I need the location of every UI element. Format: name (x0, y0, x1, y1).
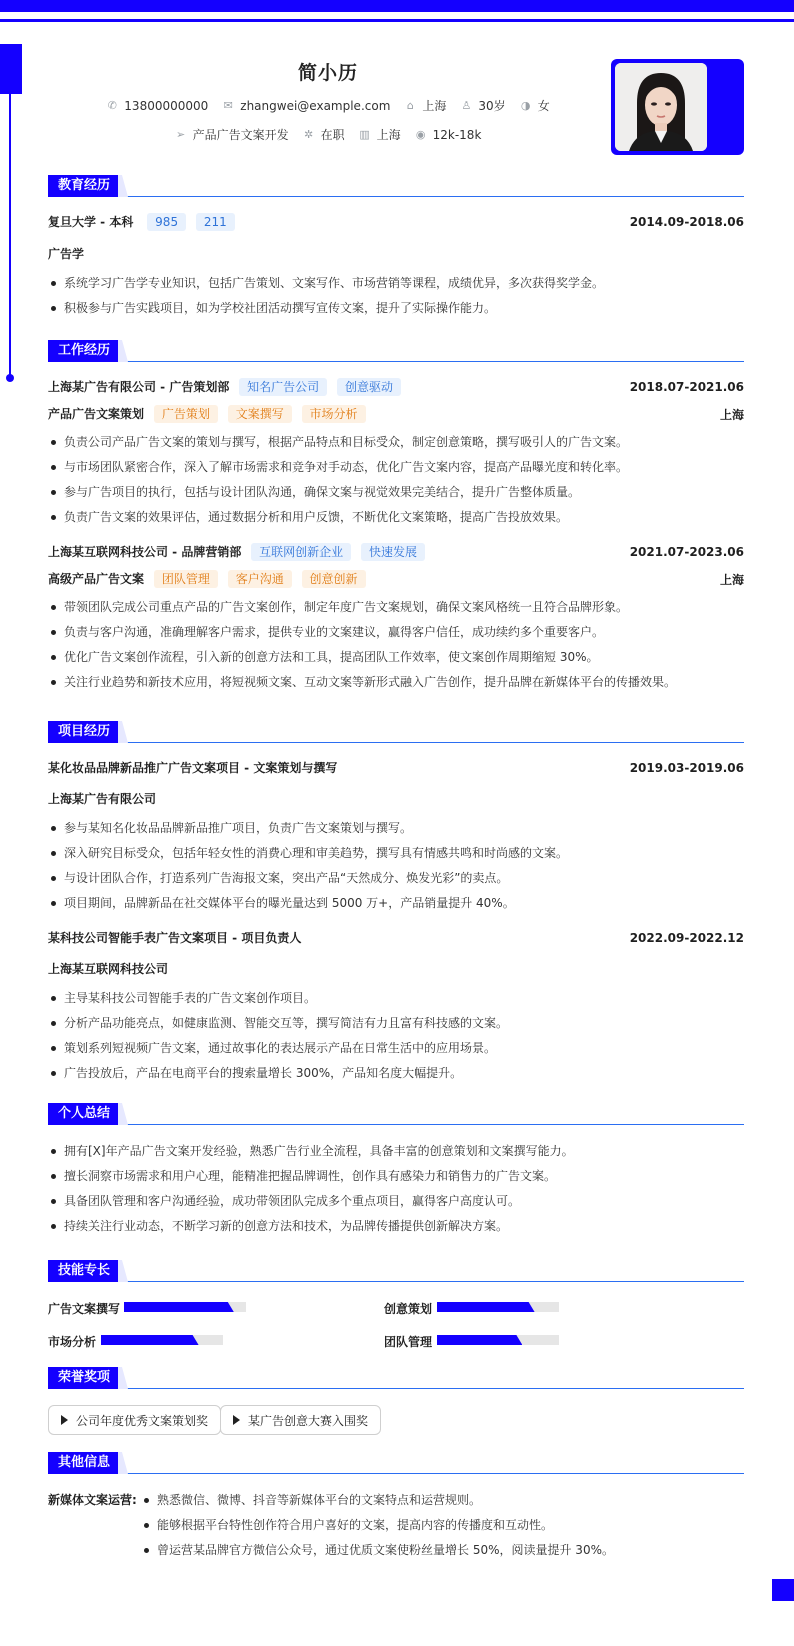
skill-item (384, 1300, 432, 1317)
play-icon (61, 1415, 68, 1425)
skill-bar (437, 1335, 559, 1345)
job-row (48, 378, 744, 396)
award-label: 某广告创意大赛入围奖 (248, 1413, 369, 1428)
project-bullets (48, 821, 744, 910)
list-item: 优化广告文案创作流程，引入新的创意方法和工具，提高团队工作效率，使文案创作周期缩短 30%。 (48, 650, 744, 664)
position-tag: 客户沟通 (228, 570, 292, 588)
award-item (48, 1405, 221, 1435)
education-section (48, 175, 744, 315)
project-org: 上海某广告有限公司 (48, 792, 157, 806)
position-tag: 创意创新 (302, 570, 366, 588)
salary-icon: ◉ (415, 127, 426, 141)
skill-name: 团队管理 (384, 1335, 433, 1349)
contact-row-2 (48, 126, 608, 143)
job-date: 2021.07-2023.06 (629, 545, 744, 559)
gender-text: 女 (537, 99, 550, 113)
list-item: 负责广告文案的效果评估，通过数据分析和用户反馈，不断优化文案策略，提高广告投放效果。 (48, 510, 744, 524)
list-item: 系统学习广告学专业知识，包括广告策划、文案写作、市场营销等课程，成绩优异，多次获得奖学金。 (48, 276, 744, 290)
gender-icon: ◑ (520, 98, 531, 112)
job-row (48, 543, 744, 561)
award-label: 公司年度优秀文案策划奖 (76, 1413, 209, 1428)
list-item: 与市场团队紧密合作，深入了解市场需求和竞争对手动态，优化广告文案内容，提高产品曝光度和转化率。 (48, 460, 744, 474)
skill-bar-fill (437, 1335, 522, 1345)
list-item: 关注行业趋势和新技术应用，将短视频文案、互动文案等新形式融入广告创作，提升品牌在新媒体平台的传播效果。 (48, 675, 744, 689)
section-title: 其他信息 (48, 1452, 120, 1474)
position-name: 高级产品广告文案 (48, 572, 145, 586)
list-item: 积极参与广告实践项目，如为学校社团活动撰写宣传文案，提升了实际操作能力。 (48, 301, 744, 315)
list-item: 深入研究目标受众，包括年轻女性的消费心理和审美趋势，撰写具有情感共鸣和时尚感的文案。 (48, 846, 744, 860)
education-header (48, 175, 744, 197)
section-title: 技能专长 (48, 1260, 120, 1282)
portrait-illustration (615, 63, 707, 151)
left-accent-line (9, 94, 11, 378)
right-accent-block (772, 1579, 794, 1601)
left-accent-dot (6, 374, 14, 382)
list-item: 广告投放后，产品在电商平台的搜索量增长 300%，产品知名度大幅提升。 (48, 1066, 744, 1080)
summary-section (48, 1103, 744, 1233)
list-item: 能够根据平台特性创作符合用户喜好的文案，提高内容的传播度和互动性。 (141, 1518, 614, 1532)
skill-bar-fill (437, 1302, 535, 1312)
left-accent-block (0, 44, 22, 94)
summary-bullets (48, 1144, 744, 1233)
school-tag: 985 (147, 213, 186, 231)
skill-bar (437, 1302, 559, 1312)
other-label: 新媒体文案运营: (48, 1493, 137, 1507)
company-name: 上海某广告有限公司 - 广告策划部 (48, 380, 230, 394)
other-bullets (141, 1493, 614, 1557)
section-title: 教育经历 (48, 175, 120, 197)
phone-icon: ✆ (107, 98, 117, 112)
position-line (48, 570, 366, 588)
job-date: 2018.07-2021.06 (629, 380, 744, 394)
awards-header (48, 1367, 744, 1389)
section-title: 荣誉奖项 (48, 1367, 120, 1389)
awards-list (48, 1405, 744, 1437)
skills-header (48, 1260, 744, 1282)
age-info (460, 97, 505, 114)
target-city-info (359, 126, 401, 143)
section-title-tail (118, 1452, 128, 1474)
list-item: 项目期间，品牌新品在社交媒体平台的曝光量达到 5000 万+，产品销量提升 40%。 (48, 896, 744, 910)
skill-bar-fill (101, 1335, 199, 1345)
awards-section (48, 1367, 744, 1447)
send-icon: ➢ (175, 127, 186, 141)
skill-name: 市场分析 (48, 1335, 97, 1349)
job-bullets (48, 435, 744, 524)
top-accent-line (0, 19, 794, 22)
mail-icon: ✉ (223, 98, 233, 112)
major: 广告学 (48, 247, 85, 261)
section-title-tail (118, 1260, 128, 1282)
list-item: 分析产品功能亮点，如健康监测、智能交互等，撰写简洁有力且富有科技感的文案。 (48, 1016, 744, 1030)
school-tag: 211 (196, 213, 235, 231)
work-section (48, 340, 744, 689)
project-row (48, 929, 744, 946)
play-icon (233, 1415, 240, 1425)
skill-bar (124, 1302, 246, 1312)
skill-name: 创意策划 (384, 1302, 433, 1316)
list-item: 参与某知名化妆品品牌新品推广项目，负责广告文案策划与撰写。 (48, 821, 744, 835)
building-icon: ▥ (359, 127, 370, 141)
section-title: 工作经历 (48, 340, 120, 362)
top-accent-bar (0, 0, 794, 12)
projects-header (48, 721, 744, 743)
job-city: 上海 (719, 572, 744, 587)
phone-text: 13800000000 (124, 98, 209, 113)
section-title-tail (118, 340, 128, 362)
company-tag: 快速发展 (361, 543, 425, 561)
skill-item (48, 1300, 120, 1317)
status-info (303, 126, 345, 143)
status-icon: ✲ (303, 127, 314, 141)
work-header (48, 340, 744, 362)
home-icon: ⌂ (406, 98, 414, 112)
job-city: 上海 (719, 407, 744, 422)
photo-frame (611, 59, 744, 155)
company-line (48, 378, 401, 396)
summary-header (48, 1103, 744, 1125)
location-info (404, 97, 446, 114)
position-tag: 团队管理 (154, 570, 218, 588)
list-item: 参与广告项目的执行，包括与设计团队沟通，确保文案与视觉效果完美结合，提升广告整体质量。 (48, 485, 744, 499)
company-line (48, 543, 425, 561)
other-info-row (48, 1493, 744, 1557)
education-bullets (48, 276, 744, 315)
age-icon: ♙ (461, 98, 472, 112)
contact-row-1 (48, 97, 608, 114)
list-item: 负责与客户沟通，准确理解客户需求，提供专业的文案建议，赢得客户信任，成功续约多个重要客户。 (48, 625, 744, 639)
list-item: 擅长洞察市场需求和用户心理，能精准把握品牌调性，创作具有感染力和销售力的广告文案。 (48, 1169, 744, 1183)
section-title: 个人总结 (48, 1103, 120, 1125)
list-item: 主导某科技公司智能手表的广告文案创作项目。 (48, 991, 744, 1005)
salary-text: 12k-18k (432, 127, 482, 142)
award-item (220, 1405, 381, 1435)
school-name: 复旦大学 - 本科 (48, 215, 134, 229)
company-tag: 互联网创新企业 (251, 543, 351, 561)
skill-bar-fill (124, 1302, 234, 1312)
position-tag: 市场分析 (302, 405, 366, 423)
skill-item (384, 1333, 432, 1350)
email-text: zhangwei@example.com (240, 98, 391, 113)
projects-section (48, 721, 744, 1080)
list-item: 策划系列短视频广告文案，通过故事化的表达展示产品在日常生活中的应用场景。 (48, 1041, 744, 1055)
skills-section (48, 1260, 744, 1360)
section-title-tail (118, 1367, 128, 1389)
status-text: 在职 (320, 128, 345, 142)
position-row (48, 570, 744, 588)
position-line (48, 405, 366, 423)
position-tag: 文案撰写 (228, 405, 292, 423)
project-row (48, 759, 744, 776)
list-item: 熟悉微信、微博、抖音等新媒体平台的文案特点和运营规则。 (141, 1493, 614, 1507)
list-item: 持续关注行业动态，不断学习新的创意方法和技术，为品牌传播提供创新解决方案。 (48, 1219, 744, 1233)
phone-info (106, 99, 208, 113)
list-item: 拥有[X]年产品广告文案开发经验，熟悉广告行业全流程，具备丰富的创意策划和文案撰写能力。 (48, 1144, 744, 1158)
job-bullets (48, 600, 744, 689)
list-item: 曾运营某品牌官方微信公众号，通过优质文案使粉丝量增长 50%，阅读量提升 30%。 (141, 1543, 614, 1557)
education-row (48, 213, 744, 231)
gender-info (520, 97, 550, 114)
location-text: 上海 (422, 99, 447, 113)
position-row (48, 405, 744, 423)
list-item: 与设计团队合作，打造系列广告海报文案，突出产品“天然成分、焕发光彩”的卖点。 (48, 871, 744, 885)
skill-item (48, 1333, 96, 1350)
resume-header (48, 58, 608, 143)
salary-info (415, 128, 482, 142)
list-item: 带领团队完成公司重点产品的广告文案创作，制定年度广告文案规划，确保文案风格统一且符合品牌形象。 (48, 600, 744, 614)
company-tag: 创意驱动 (337, 378, 401, 396)
other-section (48, 1452, 744, 1557)
section-title-tail (118, 721, 128, 743)
project-org: 上海某互联网科技公司 (48, 962, 169, 976)
section-title-tail (118, 1103, 128, 1125)
target-city-text: 上海 (376, 128, 401, 142)
project-date: 2022.09-2022.12 (629, 930, 744, 945)
project-bullets (48, 991, 744, 1080)
position-tag: 广告策划 (154, 405, 218, 423)
education-date: 2014.09-2018.06 (629, 215, 744, 229)
company-tag: 知名广告公司 (239, 378, 327, 396)
candidate-name: 简小历 (297, 62, 358, 84)
project-name: 某科技公司智能手表广告文案项目 - 项目负责人 (48, 931, 302, 945)
project-name: 某化妆品品牌新品推广广告文案项目 - 文案策划与撰写 (48, 761, 338, 775)
section-title-tail (118, 175, 128, 197)
list-item: 具备团队管理和客户沟通经验，成功带领团队完成多个重点项目，赢得客户高度认可。 (48, 1194, 744, 1208)
skill-bar (101, 1335, 223, 1345)
email-info (222, 99, 390, 113)
company-name: 上海某互联网科技公司 - 品牌营销部 (48, 545, 242, 559)
other-header (48, 1452, 744, 1474)
project-date: 2019.03-2019.06 (629, 760, 744, 775)
position-name: 产品广告文案策划 (48, 407, 145, 421)
target-position-text: 产品广告文案开发 (192, 128, 289, 142)
list-item: 负责公司产品广告文案的策划与撰写，根据产品特点和目标受众，制定创意策略，撰写吸引人的广告文案。 (48, 435, 744, 449)
target-position-info (175, 126, 289, 143)
avatar (615, 63, 707, 151)
school-line (48, 213, 235, 231)
age-text: 30岁 (478, 99, 506, 113)
skill-name: 广告文案撰写 (48, 1302, 121, 1316)
section-title: 项目经历 (48, 721, 120, 743)
